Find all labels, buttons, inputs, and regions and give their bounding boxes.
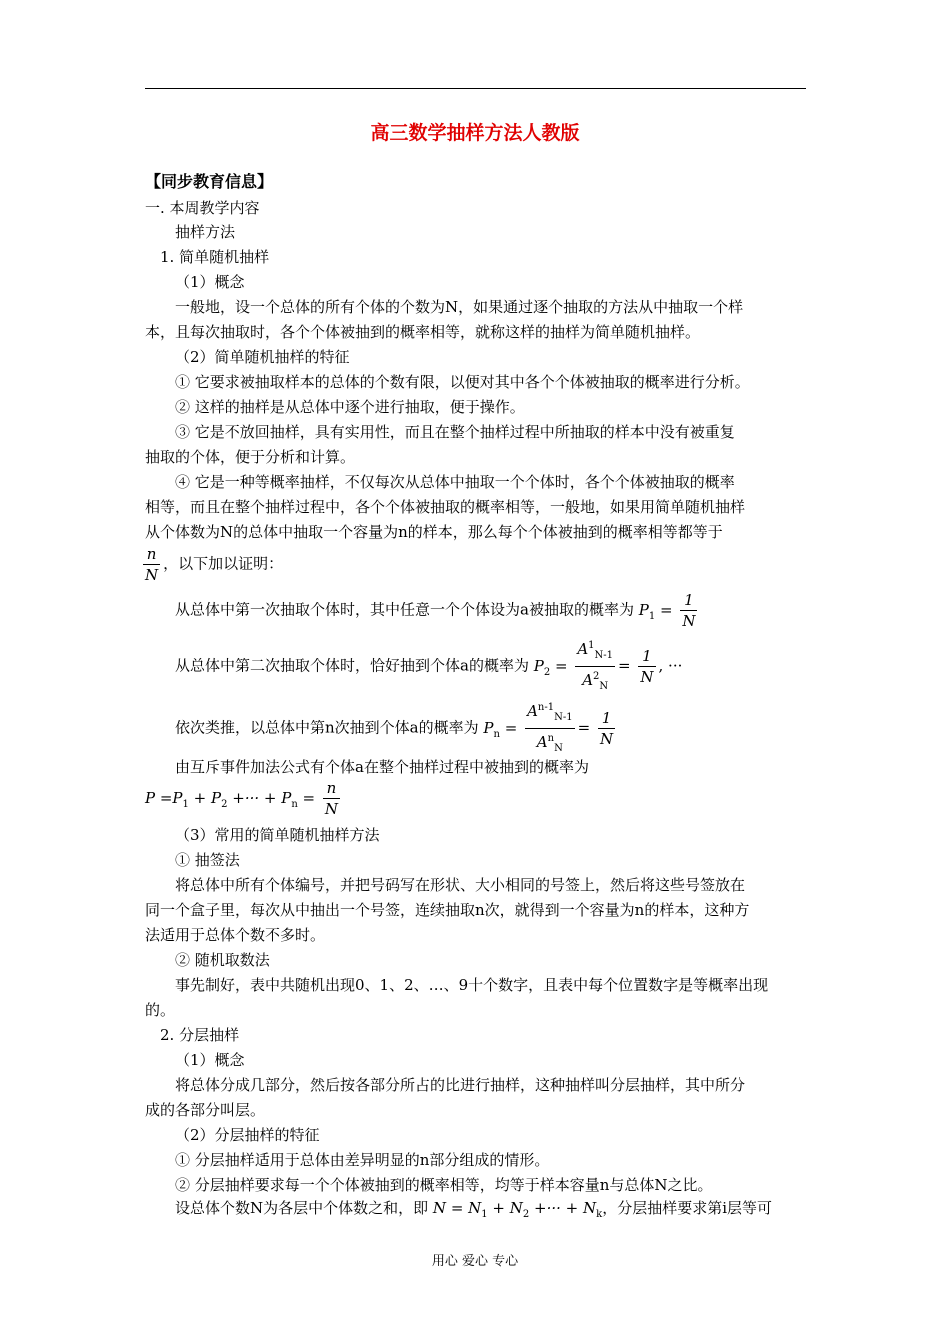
page-footer: 用心 爱心 专心 <box>431 1254 519 1269</box>
p2-line: 从总体中第二次抽取个体时，恰好抽到个体a的概率为 $P_2$ = $\frac{A^1_{N-1}}{A^2_N}$ = $\frac{1}{N}$ , ··· <box>175 636 682 697</box>
page-title: 高三数学抽样方法人教版 <box>370 122 580 144</box>
n-sum-line: 设总体个数N为各层中个体数之和，即 $N = N_1 + N_2$ +··· + $N_k$，分层抽样要求第i层等可 <box>175 1199 773 1220</box>
text-line: 一般地，设一个总体的所有个体的个数为N，如果通过逐个抽取的方法从中抽取一个样 <box>175 298 744 316</box>
text-line: （3）常用的简单随机抽样方法 <box>175 826 380 844</box>
text-line: 从个体数为N的总体中抽取一个容量为n的样本，那么每个个体被抽到的概率相等都等于 <box>145 523 723 541</box>
fraction-sum: $\frac{n}{N}$ <box>324 779 339 818</box>
header-rule <box>145 88 806 89</box>
p1-line: 从总体中第一次抽取个体时，其中任意一个个体设为a被抽取的概率为 $P_1$ = $\frac{1}{N}$ <box>175 591 696 630</box>
text-line: 将总体分成几部分，然后按各部分所占的比进行抽样，这种抽样叫分层抽样，其中所分 <box>175 1076 746 1094</box>
text-line: ④ 它是一种等概率抽样，不仅每次从总体中抽取一个个体时，各个个体被抽取的概率 <box>175 473 735 491</box>
fraction-p1: $\frac{1}{N}$ <box>682 591 696 630</box>
text-line: 事先制好，表中共随机出现0、1、2、…、9十个数字，且表中每个位置数字是等概率出现 <box>175 976 769 994</box>
text-line: 2. 分层抽样 <box>160 1026 240 1044</box>
text-line: 法适用于总体个数不多时。 <box>145 926 326 944</box>
text-line: 成的各部分叫层。 <box>145 1101 266 1119</box>
text-line: 的。 <box>145 1001 176 1019</box>
text-line: （1）概念 <box>175 1051 245 1069</box>
text-line: （2）简单随机抽样的特征 <box>175 348 350 366</box>
fraction-pn-a: $\frac{A^{n-1}_{N-1}}{A^n_N}$ <box>525 698 575 759</box>
text-line: ① 分层抽样适用于总体由差异明显的n部分组成的情形。 <box>175 1151 550 1169</box>
text-line: ① 抽签法 <box>175 851 240 869</box>
sum-formula: $P =P_1 + P_2$ +··· + $P_n$ = $\frac{n}{N}$ <box>145 779 339 818</box>
text-line: ③ 它是不放回抽样，具有实用性，而且在整个抽样过程中所抽取的样本中没有被重复 <box>175 423 735 441</box>
text-line: 相等，而且在整个抽样过程中，各个个体被抽取的概率相等，一般地，如果用简单随机抽样 <box>145 498 746 516</box>
text-line: 由互斥事件加法公式有个体a在整个抽样过程中被抽到的概率为 <box>175 758 589 776</box>
text-line: （2）分层抽样的特征 <box>175 1126 320 1144</box>
fraction-line: $\frac{n}{N}$ ，以下加以证明： <box>145 545 284 584</box>
text-line: ② 这样的抽样是从总体中逐个进行抽取，便于操作。 <box>175 398 525 416</box>
fraction-n-over-N: $\frac{n}{N}$ <box>145 545 159 584</box>
fraction-p2-a: $\frac{A^1_{N-1}}{A^2_N}$ <box>575 636 615 697</box>
text-line: 本，且每次抽取时，各个个体被抽到的概率相等，就称这样的抽样为简单随机抽样。 <box>145 323 701 341</box>
pn-line: 依次类推，以总体中第n次抽到个体a的概率为 $P_n$ = $\frac{A^{n-1}_{N-1}}{A^n_N}$ = $\frac{1}{N}$ <box>175 698 618 759</box>
text-line: 1. 简单随机抽样 <box>160 248 270 266</box>
text-line: 将总体中所有个体编号，并把号码写在形状、大小相同的号签上，然后将这些号签放在 <box>175 876 746 894</box>
fraction-p2-b: $\frac{1}{N}$ <box>640 647 654 686</box>
text-line: ② 分层抽样要求每一个个体被抽到的概率相等，均等于样本容量n与总体N之比。 <box>175 1176 713 1194</box>
fraction-pn-b: $\frac{1}{N}$ <box>599 709 614 748</box>
text-line: 一. 本周教学内容 <box>145 199 260 217</box>
text-line: 同一个盒子里，每次从中抽出一个号签，连续抽取n次，就得到一个容量为n的样本，这种方 <box>145 901 750 919</box>
text-line: （1）概念 <box>175 273 245 291</box>
text-line: 抽样方法 <box>175 223 236 241</box>
text-line: ② 随机取数法 <box>175 951 270 969</box>
text-line: 抽取的个体，便于分析和计算。 <box>145 448 356 466</box>
section-heading: 【同步教育信息】 <box>145 172 274 191</box>
text-line: ① 它要求被抽取样本的总体的个数有限，以便对其中各个个体被抽取的概率进行分析。 <box>175 373 750 391</box>
